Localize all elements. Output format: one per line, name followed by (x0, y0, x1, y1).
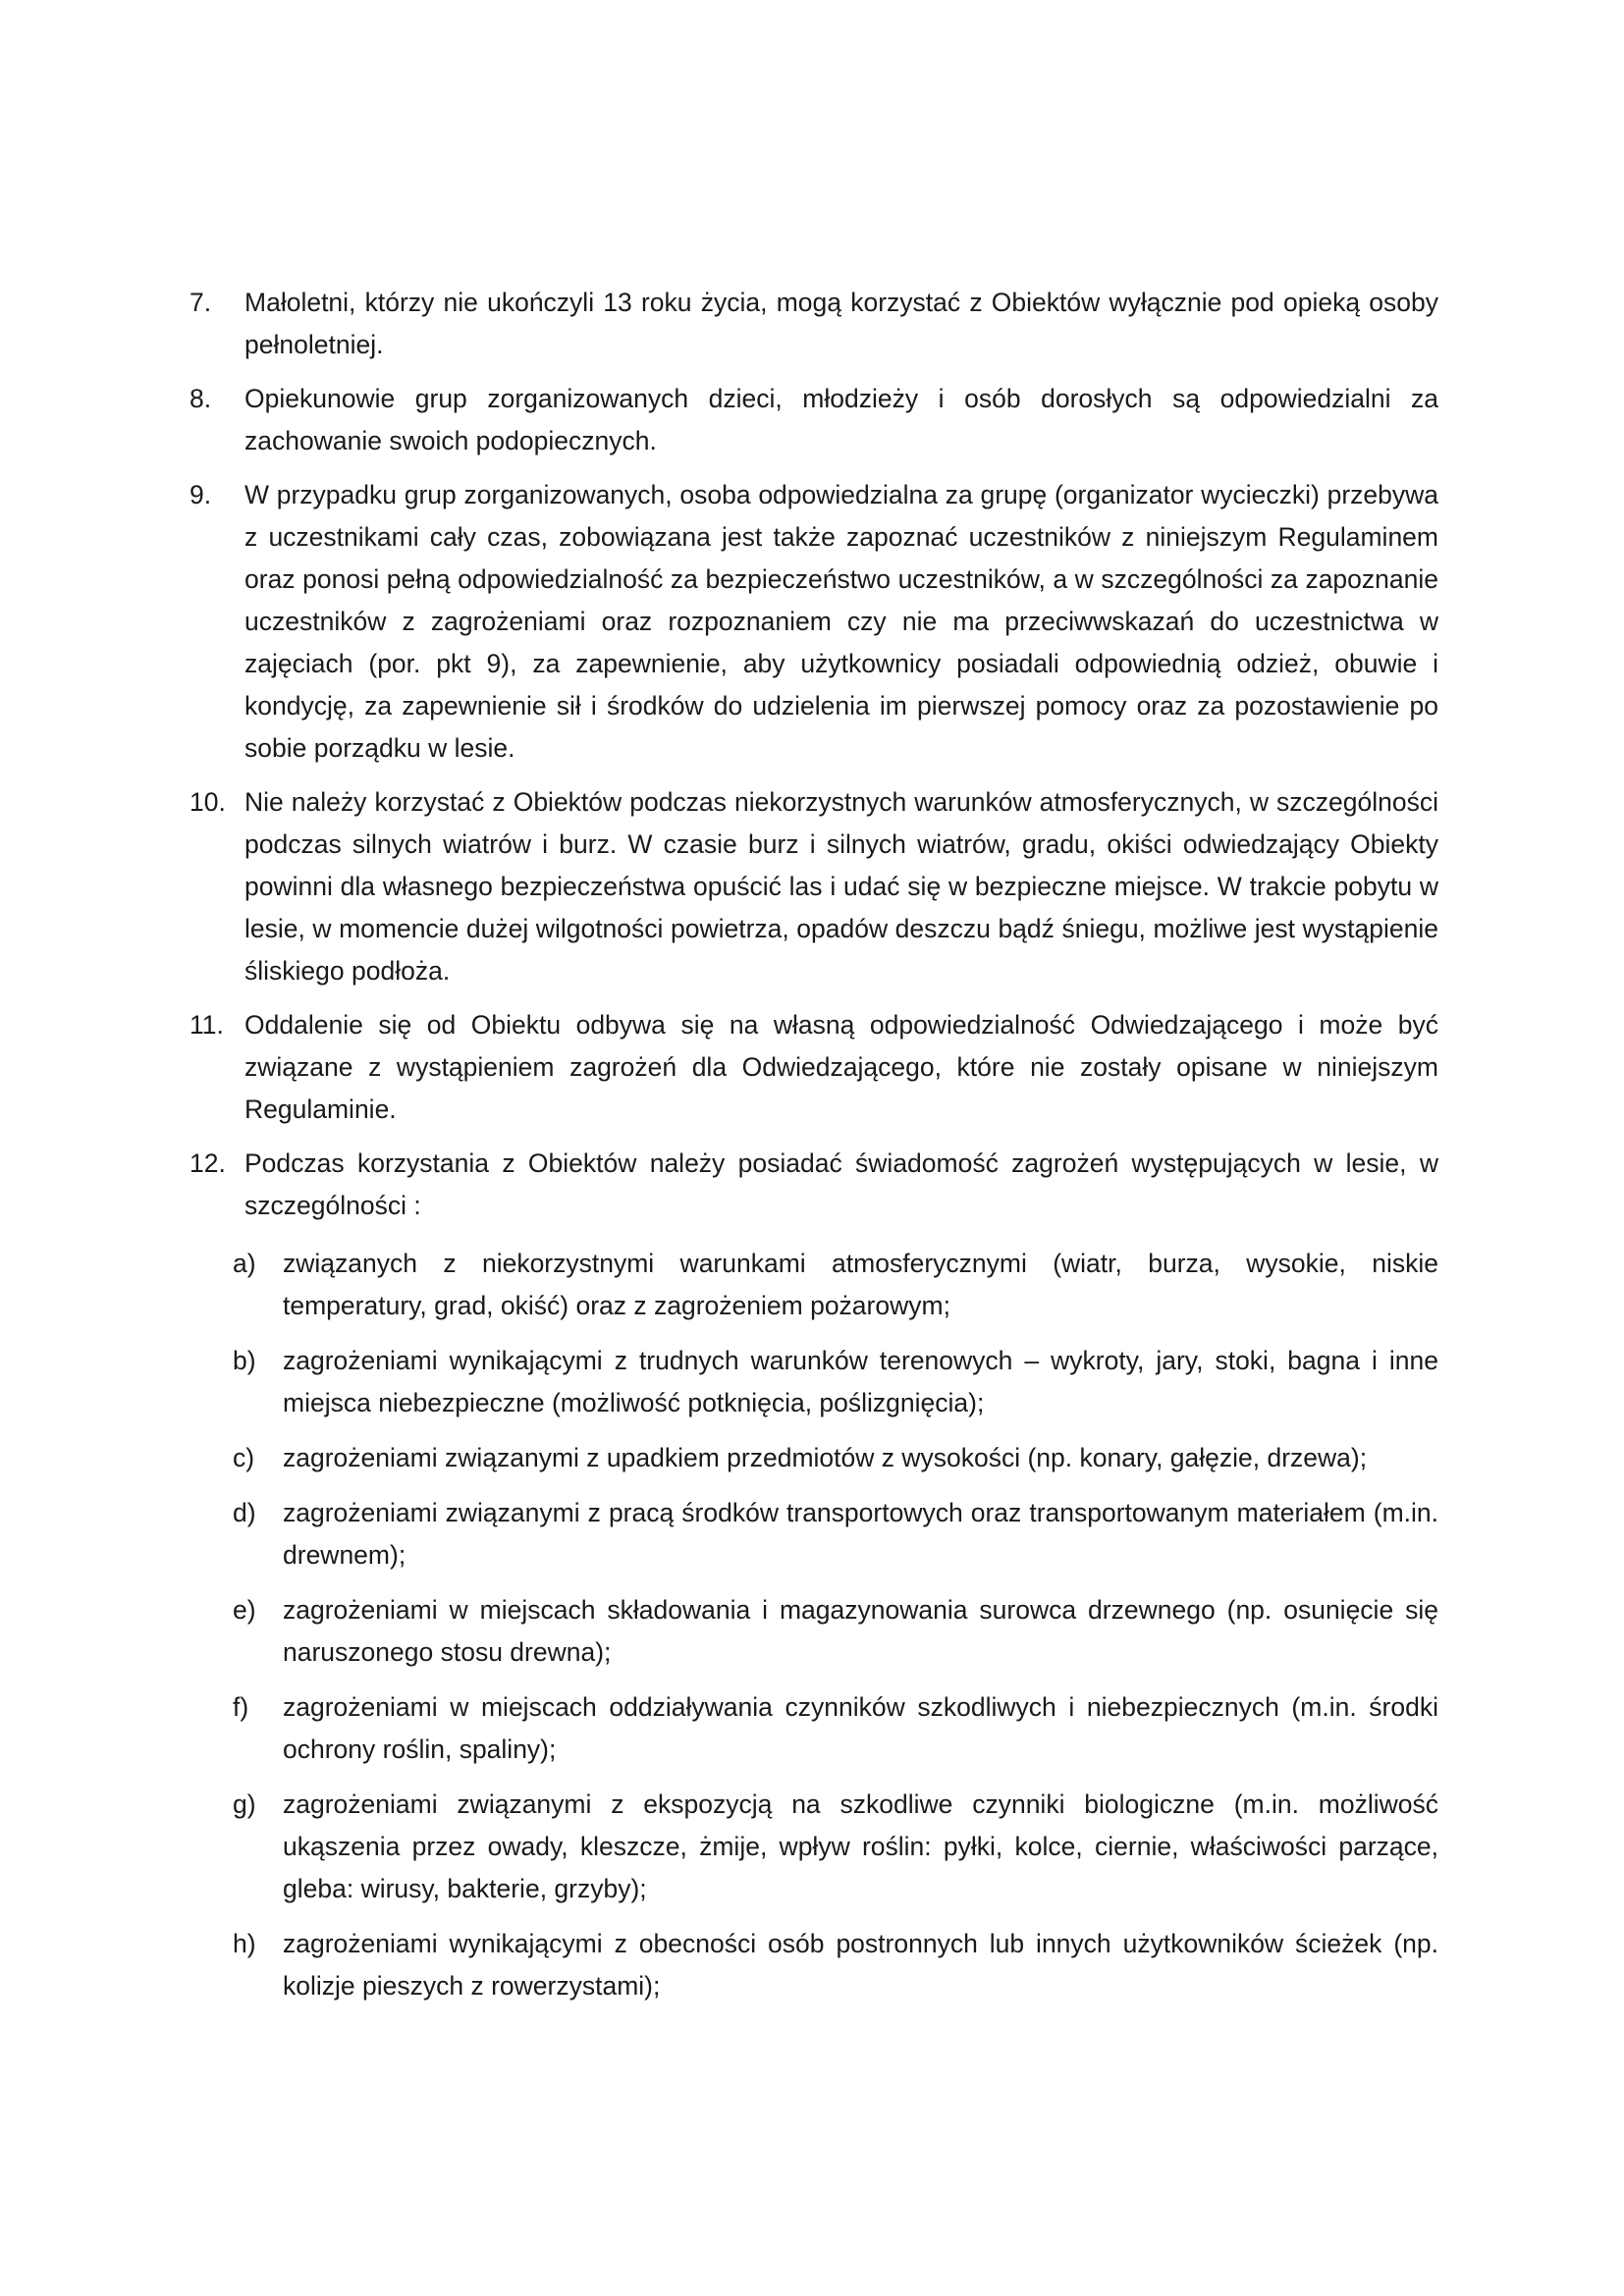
sublist-item (233, 1437, 1438, 1479)
item-number: 10. (189, 787, 226, 817)
hazards-sublist (233, 1243, 1438, 2007)
sublist-item (233, 1589, 1438, 1674)
subitem-text: zagrożeniami wynikającymi z obecności osób postronnych lub innych użytkowników ścieżek (np. kolizje pieszych z rowerzystami); (283, 1929, 1438, 2001)
item-text: Oddalenie się od Obiektu odbywa się na własną odpowiedzialność Odwiedzającego i może być związane z wystąpieniem zagrożeń dla Odwiedzającego, które nie zostały opisane w niniejszym Regulaminie. (244, 1010, 1438, 1124)
regulations-list (189, 282, 1438, 2020)
subitem-text: zagrożeniami związanymi z pracą środków transportowych oraz transportowanym materiałem (m.in. drewnem); (283, 1498, 1438, 1570)
subitem-text: zagrożeniami związanymi z ekspozycją na szkodliwe czynniki biologiczne (m.in. możliwość ukąszenia przez owady, kleszcze, żmije, wpływ roślin: pyłki, kolce, ciernie, właściwości parzące, gleba: wirusy, bakterie, grzyby); (283, 1789, 1438, 1903)
sublist-item (233, 1784, 1438, 1910)
list-item (189, 781, 1438, 992)
list-item (189, 1143, 1438, 1227)
subitem-text: zagrożeniami wynikającymi z trudnych warunków terenowych – wykroty, jary, stoki, bagna i inne miejsca niebezpieczne (możliwość potknięcia, poślizgnięcia); (283, 1346, 1438, 1417)
sublist-item (233, 1923, 1438, 2007)
item-text: Opiekunowie grup zorganizowanych dzieci, młodzieży i osób dorosłych są odpowiedzialni za zachowanie swoich podopiecznych. (244, 384, 1438, 455)
subitem-letter: h) (233, 1929, 256, 1958)
subitem-letter: a) (233, 1249, 256, 1278)
item-number: 12. (189, 1148, 226, 1178)
item-text: Podczas korzystania z Obiektów należy posiadać świadomość zagrożeń występujących w lesie, w szczególności : (244, 1148, 1438, 1220)
list-item (189, 282, 1438, 366)
sublist-item (233, 1686, 1438, 1771)
subitem-letter: b) (233, 1346, 256, 1375)
item-number: 11. (189, 1010, 224, 1040)
subitem-text: zagrożeniami w miejscach składowania i magazynowania surowca drzewnego (np. osunięcie się naruszonego stosu drewna); (283, 1595, 1438, 1667)
item-text: W przypadku grup zorganizowanych, osoba odpowiedzialna za grupę (organizator wycieczki) przebywa z uczestnikami cały czas, zobowiązana jest także zapoznać uczestników z niniejszym Regulaminem oraz ponosi pełną odpowiedzialność za bezpieczeństwo uczestników, a w szczególności za zapoznanie uczestników z zagrożeniami oraz rozpoznaniem czy nie ma przeciwwskazań do uczestnictwa w zajęciach (por. pkt 9), za zapewnienie, aby użytkownicy posiadali odpowiednią odzież, obuwie i kondycję, za zapewnienie sił i środków do udzielenia im pierwszej pomocy oraz za pozostawienie po sobie porządku w lesie. (244, 480, 1438, 763)
list-item (189, 378, 1438, 462)
item-number: 7. (189, 288, 212, 317)
list-item (189, 1004, 1438, 1131)
subitem-text: zagrożeniami w miejscach oddziaływania czynników szkodliwych i niebezpiecznych (m.in. środki ochrony roślin, spaliny); (283, 1692, 1438, 1764)
subitem-letter: d) (233, 1498, 256, 1527)
sublist-item (233, 1243, 1438, 1327)
sublist-item (233, 1340, 1438, 1424)
list-item (189, 474, 1438, 770)
sublist-item (233, 1492, 1438, 1576)
item-body (244, 1143, 1438, 1227)
subitem-letter: f) (233, 1692, 249, 1722)
subitem-letter: c) (233, 1443, 255, 1472)
item-text: Małoletni, którzy nie ukończyli 13 roku życia, mogą korzystać z Obiektów wyłącznie pod opieką osoby pełnoletniej. (244, 288, 1438, 359)
subitem-letter: g) (233, 1789, 256, 1819)
item-number: 8. (189, 384, 212, 413)
item-text: Nie należy korzystać z Obiektów podczas niekorzystnych warunków atmosferycznych, w szczególności podczas silnych wiatrów i burz. W czasie burz i silnych wiatrów, gradu, okiści odwiedzający Obiekty powinni dla własnego bezpieczeństwa opuścić las i udać się w bezpieczne miejsce. W trakcie pobytu w lesie, w momencie dużej wilgotności powietrza, opadów deszczu bądź śniegu, możliwe jest wystąpienie śliskiego podłoża. (244, 787, 1438, 986)
subitem-text: zagrożeniami związanymi z upadkiem przedmiotów z wysokości (np. konary, gałęzie, drzewa); (283, 1443, 1368, 1472)
item-number: 9. (189, 480, 212, 509)
subitem-text: związanych z niekorzystnymi warunkami atmosferycznymi (wiatr, burza, wysokie, niskie temperatury, grad, okiść) oraz z zagrożeniem pożarowym; (283, 1249, 1438, 1320)
subitem-letter: e) (233, 1595, 256, 1625)
